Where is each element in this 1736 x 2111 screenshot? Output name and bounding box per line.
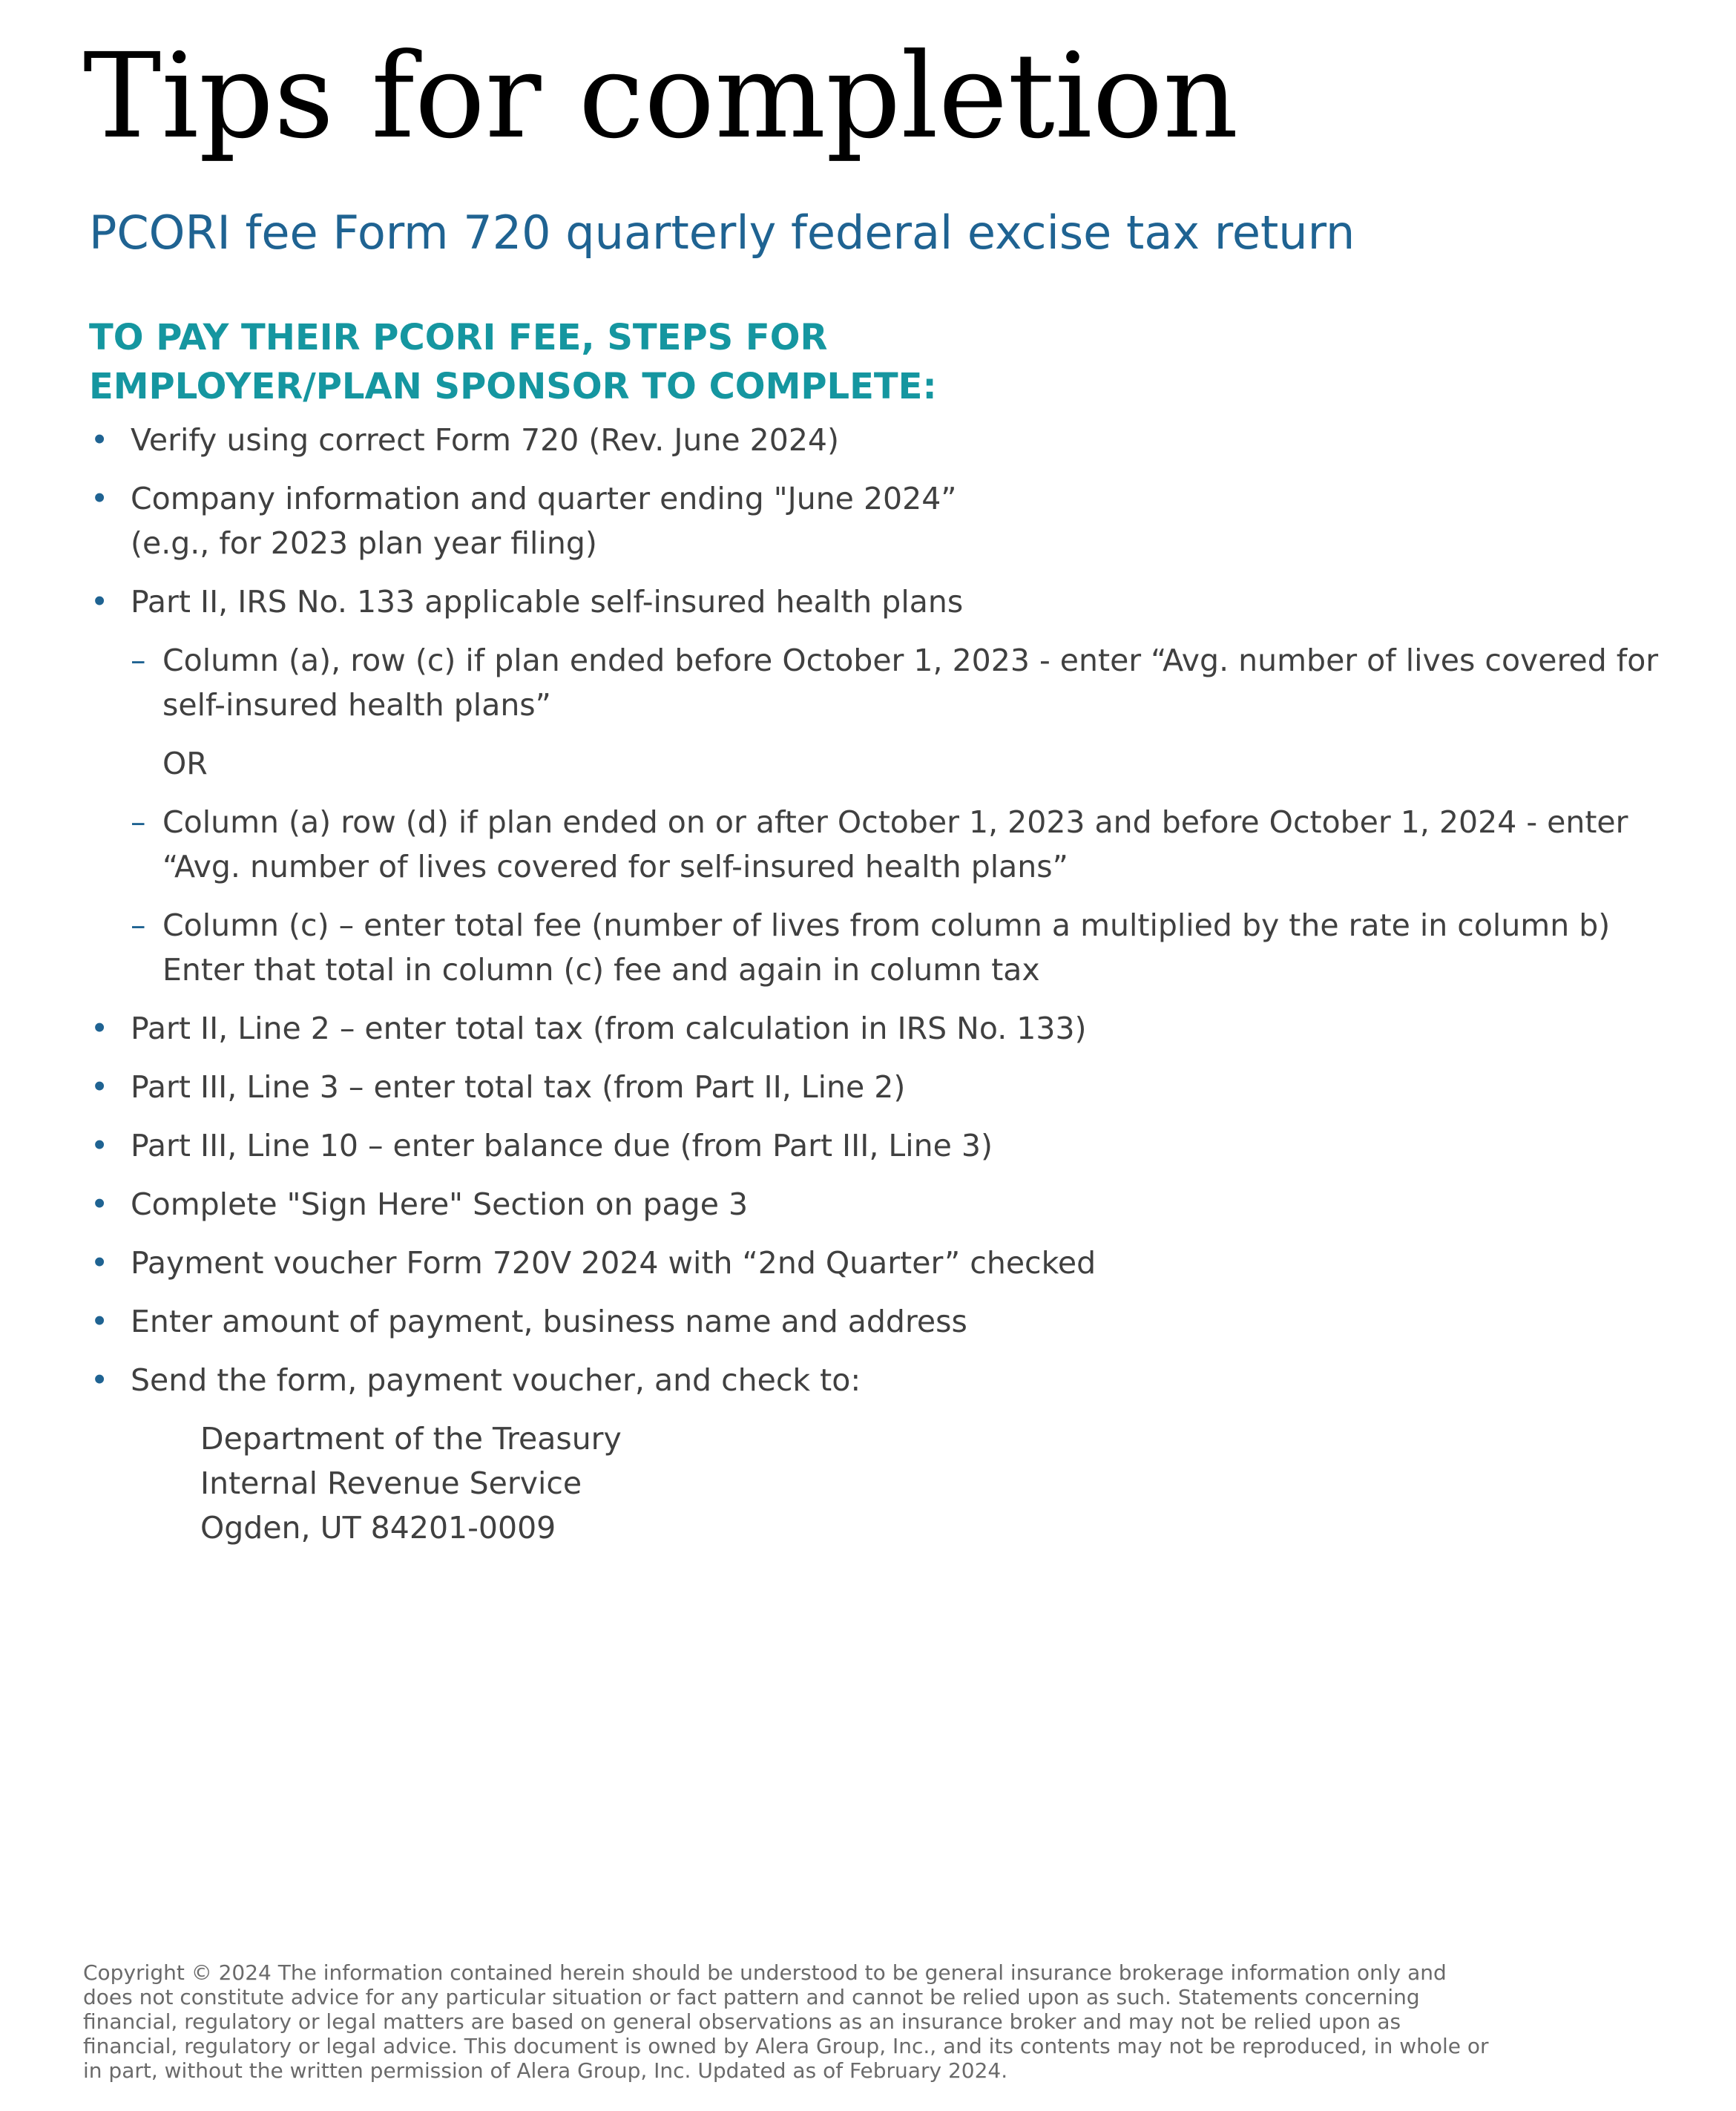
footer-line: Copyright © 2024 The information contained herein should be understood to be general insurance brokerage information only and <box>83 1960 1447 1985</box>
sub-step-text: b) Enter that total in column (c) fee and again in column tax <box>162 907 1611 988</box>
footer-line: does not constitute advice for any particular situation or fact pattern and cannot be relied upon as such. Statements concerning <box>83 1985 1420 2009</box>
copyright-footer <box>83 1960 1537 2083</box>
step-text: Part II, Line 2 – enter total tax (from calculation in IRS No. 133) <box>131 1011 1087 1046</box>
step-text: Verify using correct Form 720 (Rev. June 2024) <box>131 422 839 458</box>
address-line: Department of the Treasury <box>200 1421 622 1457</box>
footer-line: in part, without the written permission of Alera Group, Inc. Updated as of February 2024. <box>83 2058 1008 2083</box>
or-separator: OR <box>162 746 208 781</box>
footer-line: financial, regulatory or legal matters are based on general observations as an insurance broker and may not be relied upon as <box>83 2009 1401 2034</box>
sub-step-text: Column (a), row (c) if plan ended before October 1, 2023 - enter “Avg. number of lives covered <box>162 643 1607 678</box>
bullet-icon: • <box>91 1011 109 1046</box>
section-heading-line: TO PAY THEIR PCORI FEE, STEPS FOR <box>89 317 828 358</box>
bullet-icon: • <box>91 1362 109 1398</box>
step-text: Part III, Line 10 – enter balance due (from Part III, Line 3) <box>131 1128 993 1163</box>
step-text: Send the form, payment voucher, and check to: <box>131 1362 861 1398</box>
bullet-icon: • <box>91 1245 109 1281</box>
step-verify-form <box>89 418 1677 462</box>
bullet-icon: • <box>91 1186 109 1222</box>
bullet-icon: • <box>91 584 109 620</box>
step-part-ii-irs-133 <box>89 580 1677 624</box>
mailing-address <box>89 1416 1677 1550</box>
step-enter-amount <box>89 1299 1677 1344</box>
section-heading-line: EMPLOYER/PLAN SPONSOR TO COMPLETE: <box>89 366 937 407</box>
bullet-icon: • <box>91 1128 109 1163</box>
sub-step-text: health plans” <box>347 687 551 723</box>
step-send-form <box>89 1358 1677 1402</box>
step-text: Company information and quarter ending "June 2024” <box>131 481 957 516</box>
step-text: Part II, IRS No. 133 applicable self-insured health plans <box>131 584 964 620</box>
step-text: (e.g., for 2023 plan year filing) <box>131 525 597 561</box>
dash-icon: – <box>131 643 146 678</box>
step-payment-voucher <box>89 1241 1677 1285</box>
step-part-ii-line-2 <box>89 1006 1677 1051</box>
address-line: Internal Revenue Service <box>200 1465 582 1501</box>
page-title: Tips for completion <box>83 28 1239 165</box>
step-company-information <box>89 476 1677 565</box>
bullet-icon: • <box>91 1069 109 1105</box>
sub-step-text: “Avg. number of lives covered for self-insured health plans” <box>162 849 1068 884</box>
sub-step-column-a-row-c <box>89 638 1677 727</box>
footer-line: financial, regulatory or legal advice. This document is owned by Alera Group, Inc., and its contents may not be reproduced, in whole or <box>83 2034 1489 2058</box>
sub-step-text: Column (a) row (d) if plan ended on or after October 1, 2023 and before October 1, 2024 - enter <box>162 804 1628 840</box>
sub-step-text: for self-insured <box>162 643 1659 723</box>
step-text: Part III, Line 3 – enter total tax (from Part II, Line 2) <box>131 1069 906 1105</box>
dash-icon: – <box>131 907 146 943</box>
step-text: Payment voucher Form 720V 2024 with “2nd Quarter” checked <box>131 1245 1096 1281</box>
step-text: Enter amount of payment, business name and address <box>131 1304 967 1339</box>
address-line: Ogden, UT 84201-0009 <box>200 1510 556 1546</box>
sub-step-column-c <box>89 903 1677 992</box>
step-text: Complete "Sign Here" Section on page 3 <box>131 1186 749 1222</box>
page-subtitle: PCORI fee Form 720 quarterly federal excise tax return <box>89 206 1355 260</box>
bullet-icon: • <box>91 481 109 516</box>
step-sign-here <box>89 1182 1677 1227</box>
dash-icon: – <box>131 804 146 840</box>
step-part-iii-line-10 <box>89 1123 1677 1168</box>
step-part-iii-line-3 <box>89 1065 1677 1109</box>
bullet-icon: • <box>91 1304 109 1339</box>
bullet-icon: • <box>91 422 109 458</box>
sub-step-text: Column (c) – enter total fee (number of lives from column a multiplied by the rate in column <box>162 907 1570 943</box>
steps-list <box>89 418 1677 1550</box>
sub-step-column-a-row-d <box>89 800 1677 889</box>
section-heading <box>89 313 937 411</box>
